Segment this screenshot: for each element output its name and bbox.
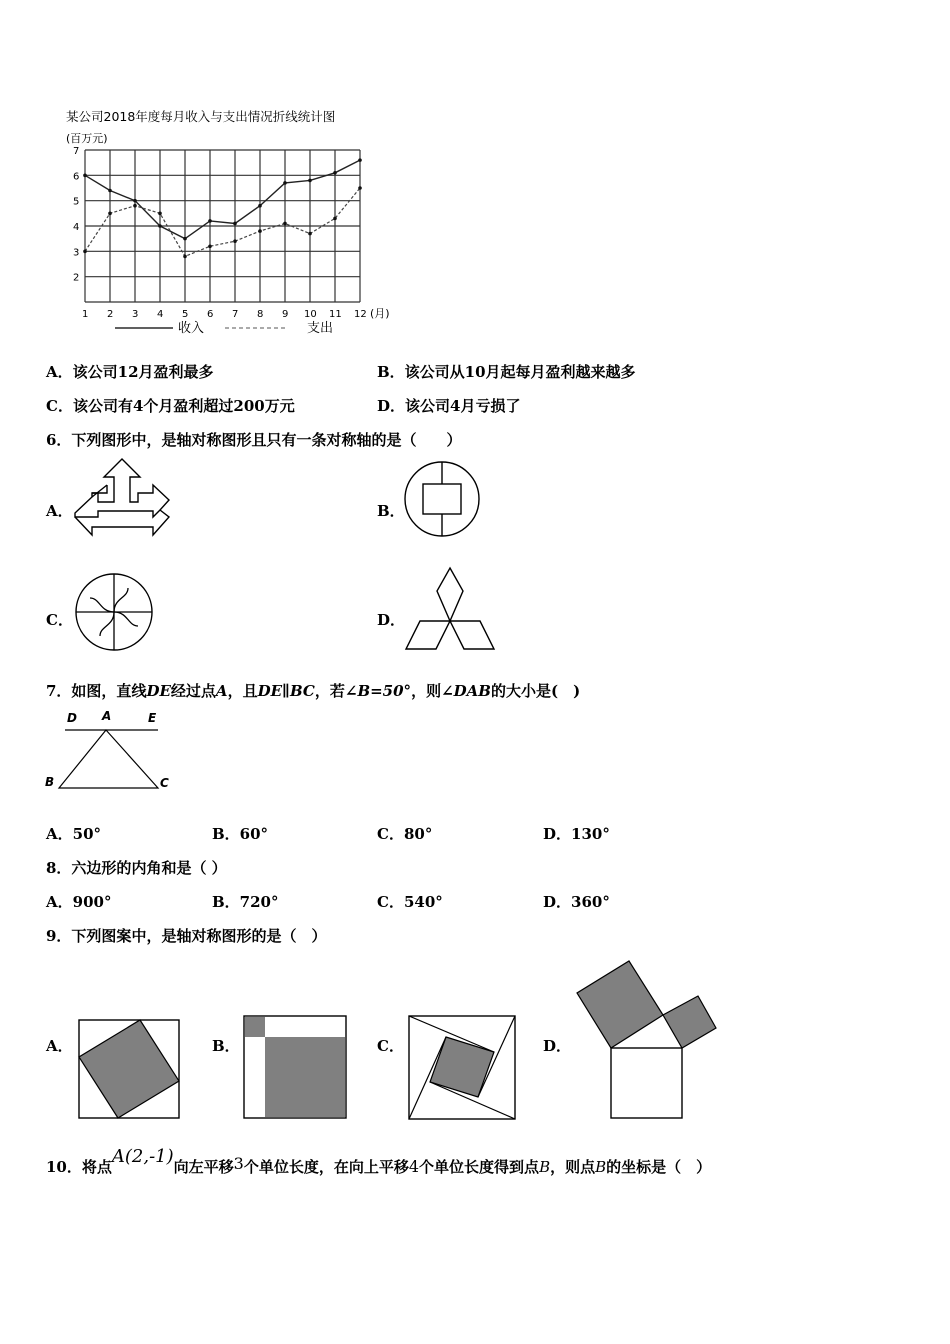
label-a: A [102, 709, 112, 723]
y-tick-label: 7 [73, 146, 80, 157]
q9-label-b: B． [212, 1037, 240, 1055]
q10-point-a: A(2,-1) [111, 1146, 174, 1167]
q6-label-d: D． [377, 611, 406, 629]
corner-square [245, 1017, 265, 1037]
q9-stem: 9．下列图案中，是轴对称图形的是（ ） [46, 927, 327, 945]
point-income [108, 189, 112, 193]
x-tick-label: 8 [257, 309, 264, 320]
x-tick-label: 7 [232, 309, 239, 320]
q9-label-c: C． [377, 1037, 404, 1055]
point-expense [133, 204, 137, 208]
q6-figure-windmill [72, 570, 156, 654]
label-e: E [148, 711, 157, 725]
q5-option-a: A．该公司12月盈利最多 [46, 363, 214, 381]
x-tick-label: 5 [182, 309, 189, 320]
q6-figure-coin [400, 457, 485, 542]
y-tick-label: 2 [73, 272, 80, 284]
chart-y-ticks [73, 146, 79, 284]
point-expense [283, 222, 287, 226]
label-d: D [67, 711, 77, 725]
q8-stem: 8．六边形的内角和是（ ） [46, 859, 227, 877]
diamond-top [437, 568, 463, 621]
x-tick-label: 3 [132, 309, 139, 320]
tilted-square [79, 1020, 179, 1118]
q6-label-c: C． [46, 611, 73, 629]
x-tick-label: 9 [282, 309, 289, 320]
point-income [358, 158, 362, 162]
q6-stem: 6．下列图形中，是轴对称图形且只有一条对称轴的是（ ） [46, 431, 462, 449]
q9-label-a: A． [46, 1037, 73, 1055]
q6-label-b: B． [377, 502, 405, 520]
q9-figure-b [243, 1015, 349, 1121]
q7-stem: 7．如图，直线DE经过点A，且DE∥BC，若∠B=50°，则∠DAB的大小是( ) [46, 682, 581, 700]
point-income [283, 181, 287, 185]
q9-figure-c [408, 1015, 518, 1121]
legend-income-label: 收入 [178, 321, 205, 336]
x-tick-label: 2 [107, 309, 114, 320]
point-income [83, 174, 87, 178]
q9-figure-d [570, 955, 725, 1125]
q6-label-a: A． [46, 502, 73, 520]
chart-y-unit: (百万元) [66, 132, 108, 145]
x-tick-label: 11 [329, 309, 342, 320]
chart-title: 某公司2018年度每月收入与支出情况折线统计图 [66, 109, 336, 124]
x-tick-label: 6 [207, 309, 214, 320]
point-income [333, 171, 337, 175]
triangle-abc [59, 730, 158, 788]
q5-option-d: D．该公司4月亏损了 [377, 397, 521, 415]
x-tick-label: 12 [354, 309, 367, 320]
q7-option-d: D．130° [543, 825, 610, 843]
label-c: C [160, 776, 169, 790]
x-tick-label: 10 [304, 309, 317, 320]
big-square [265, 1037, 345, 1117]
q8-option-a: A．900° [46, 893, 112, 911]
q8-option-c: C．540° [377, 893, 443, 911]
arrows-shape [75, 459, 169, 517]
x-tick-label: 4 [157, 309, 164, 320]
y-tick-label: 4 [73, 222, 80, 233]
chart-x-unit: (月) [370, 307, 390, 320]
right-square [663, 996, 716, 1048]
q7-option-c: C．80° [377, 825, 433, 843]
inner-square [430, 1037, 494, 1097]
chart-grid [85, 150, 360, 302]
line-chart [60, 142, 420, 347]
diamond-right [450, 621, 494, 649]
q6-figure-diamonds [403, 565, 498, 655]
left-square [577, 961, 663, 1048]
point-income [158, 224, 162, 228]
point-expense [358, 186, 362, 190]
point-expense [333, 217, 337, 221]
q9-figure-a [78, 1018, 182, 1122]
q7-figure-triangle [40, 706, 180, 796]
point-expense [183, 255, 187, 259]
point-expense [108, 212, 112, 216]
q10-stem: 10．将点A(2,-1)向左平移3个单位长度，在向上平移4个单位长度得到点B，则点B的坐标是（ ） [46, 1146, 712, 1176]
point-income [258, 204, 262, 208]
y-tick-label: 6 [73, 171, 80, 183]
x-tick-label: 1 [82, 309, 89, 320]
point-income [183, 237, 187, 241]
point-income [233, 222, 237, 226]
point-expense [308, 232, 312, 236]
coin-square [423, 484, 461, 514]
diamond-left [406, 621, 450, 649]
y-tick-label: 3 [73, 247, 80, 259]
point-expense [233, 239, 237, 243]
point-expense [208, 244, 212, 248]
q7-option-b: B．60° [212, 825, 269, 843]
bottom-square [611, 1048, 682, 1118]
point-income [133, 199, 137, 203]
q9-label-d: D． [543, 1037, 572, 1055]
point-income [308, 179, 312, 183]
point-income [208, 219, 212, 223]
q7-option-a: A．50° [46, 825, 102, 843]
q5-option-c: C．该公司有4个月盈利超过200万元 [46, 397, 295, 415]
series-income-line [85, 160, 360, 239]
point-expense [83, 250, 87, 254]
q8-option-b: B．720° [212, 893, 279, 911]
y-tick-label: 5 [73, 196, 80, 208]
label-b: B [45, 775, 55, 789]
point-expense [158, 212, 162, 216]
point-expense [258, 229, 262, 233]
q8-option-d: D．360° [543, 893, 610, 911]
q6-figure-arrows [70, 455, 175, 540]
legend-expense-label: 支出 [307, 321, 334, 336]
q5-option-b: B．该公司从10月起每月盈利越来越多 [377, 363, 636, 381]
chart-x-ticks [82, 309, 367, 320]
